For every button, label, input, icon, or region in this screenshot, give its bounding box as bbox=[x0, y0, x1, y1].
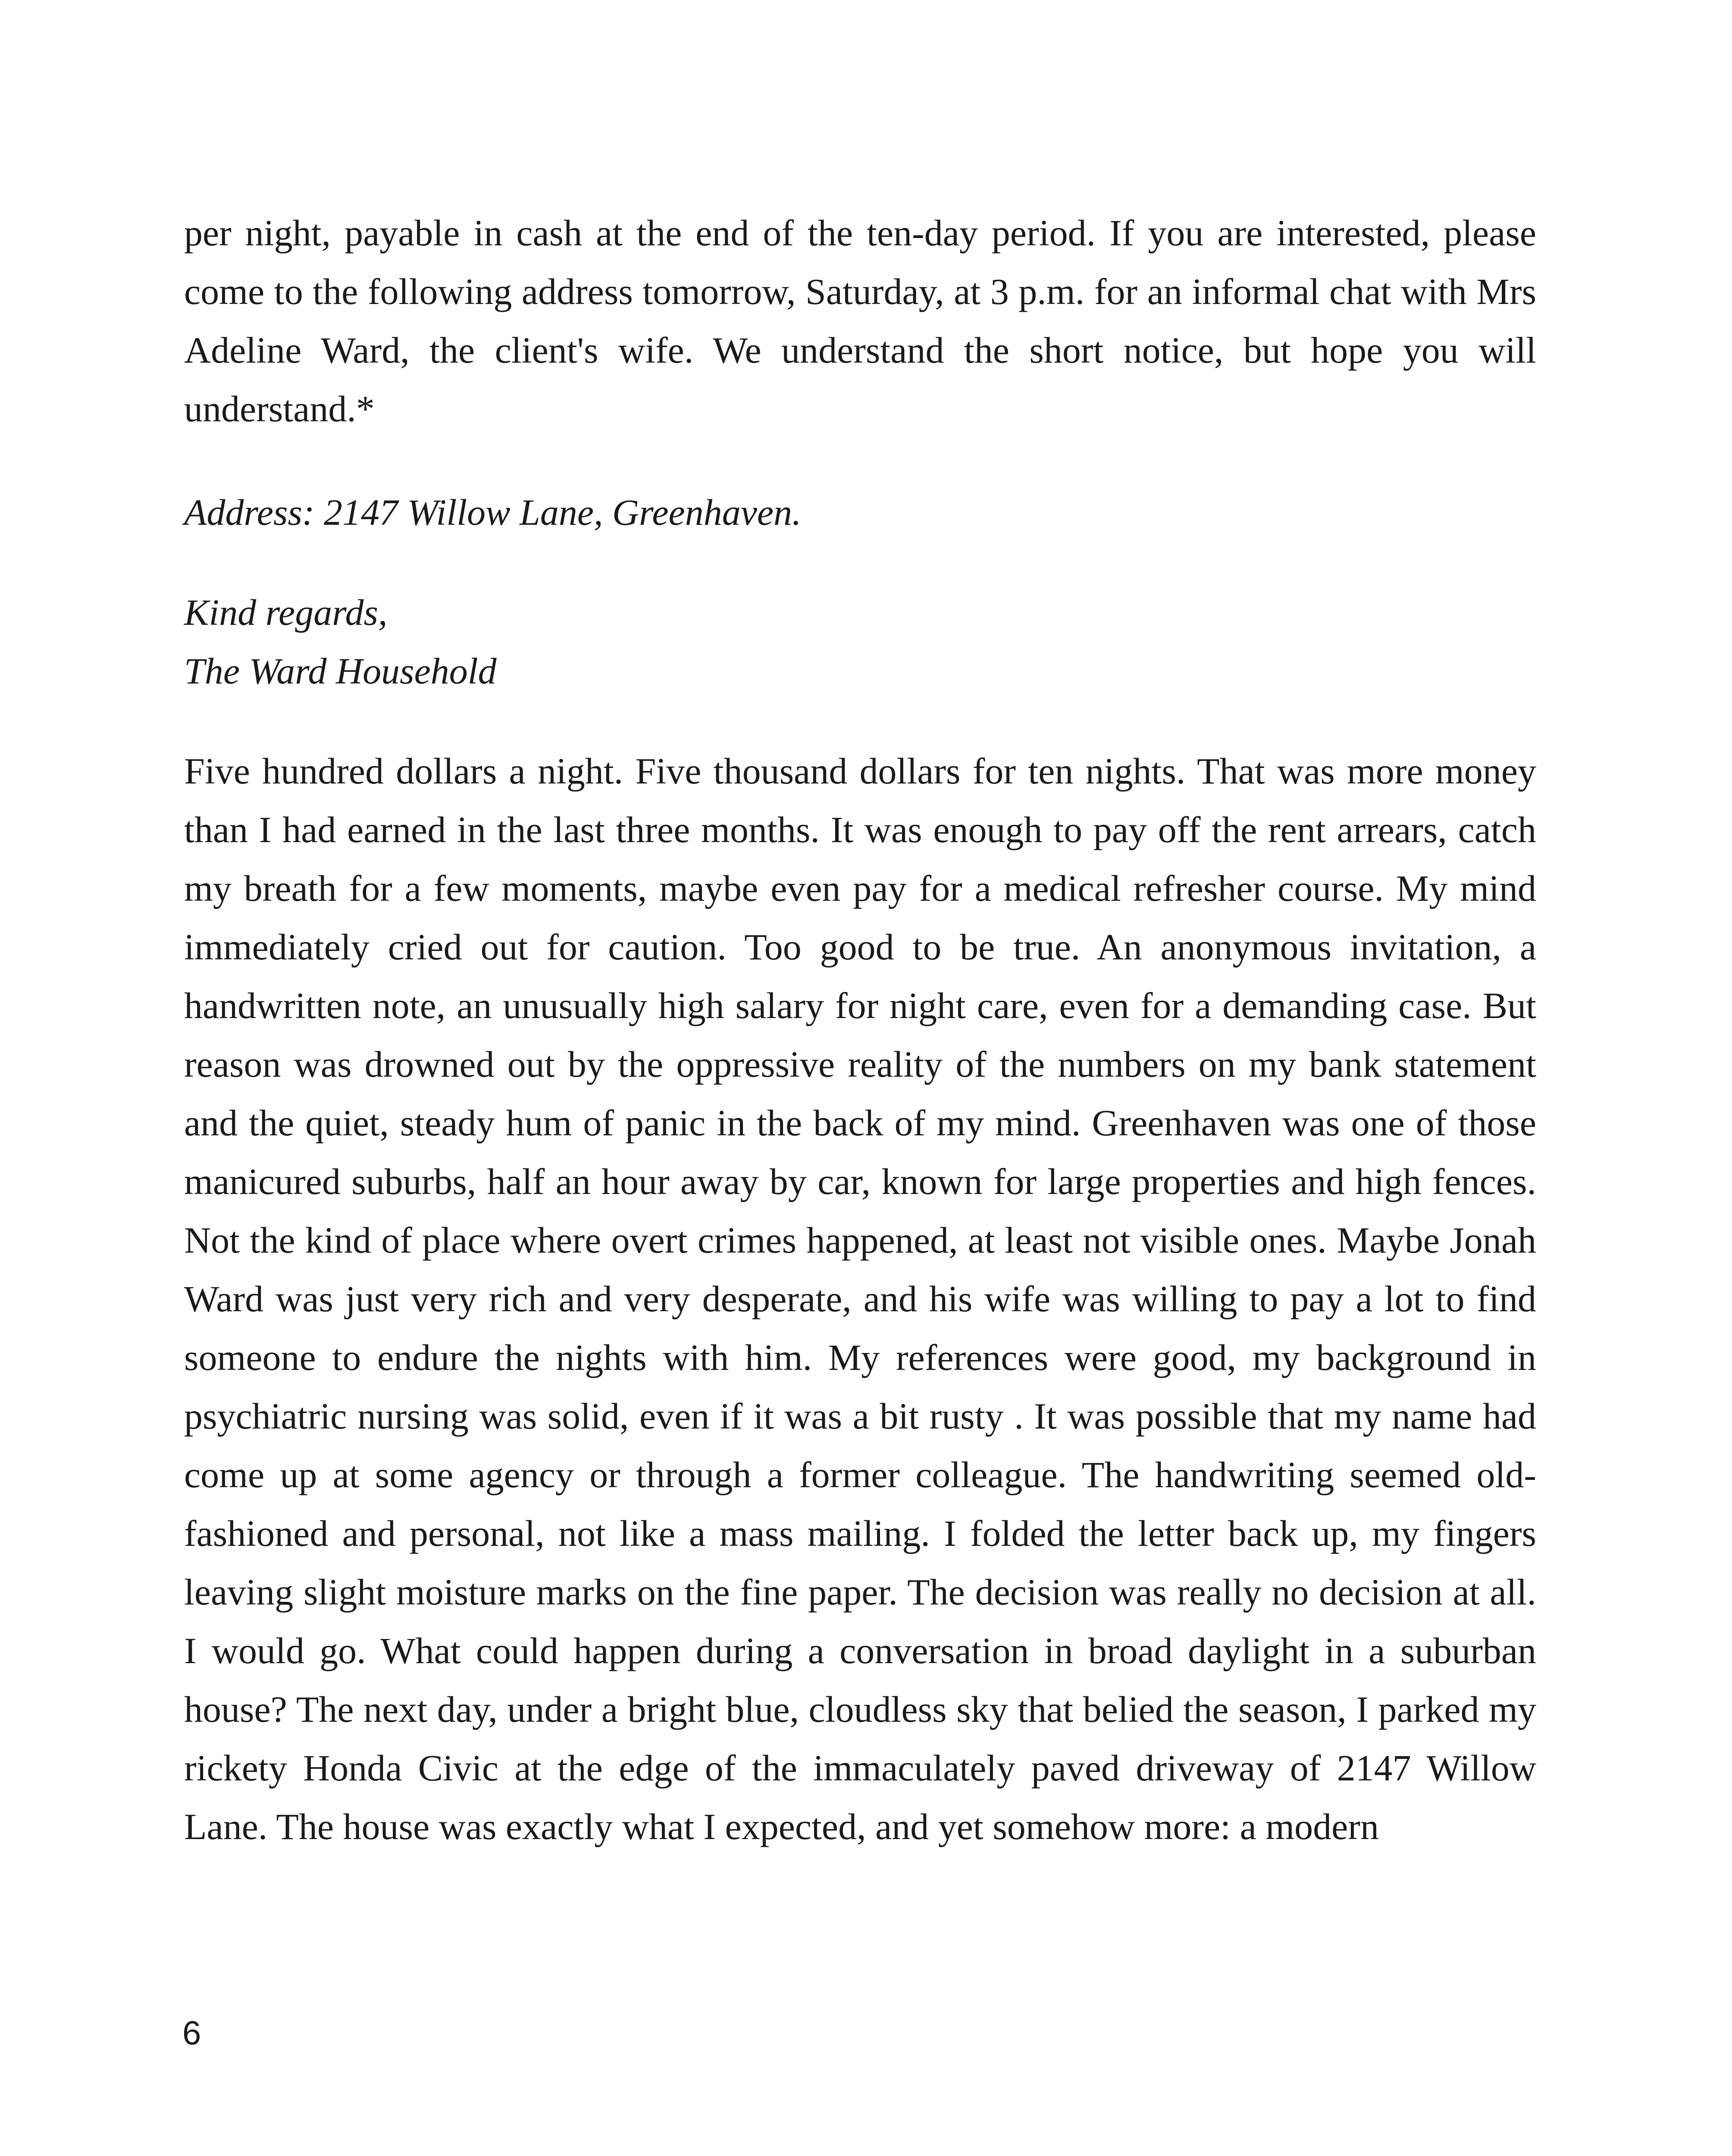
letter-closing-paragraph: per night, payable in cash at the end of the ten-day period. If you are interested, please come to the following address tomorrow, Saturday, at 3 p.m. for an informal chat with Mrs Adeline Ward, the client's wife. We understand the short notice, but hope you will understand.* bbox=[184, 212, 1536, 429]
letter-signature: The Ward Household bbox=[184, 650, 497, 692]
letter-sign-off: Kind regards, bbox=[184, 592, 388, 633]
letter-sign-off-block bbox=[184, 583, 1536, 700]
body-paragraph: Five hundred dollars a night. Five thousand dollars for ten nights. That was more money than I had earned in the last three months. It was enough to pay off the rent arrears, catch my breath for a few moments, maybe even pay for a medical refresher course. My mind immediately cried out for caution. Too good to be true. An anonymous invitation, a handwritten note, an unusually high salary for night care, even for a demanding case. But reason was drowned out by the oppressive reality of the numbers on my bank statement and the quiet, steady hum of panic in the back of my mind. Greenhaven was one of those manicured suburbs, half an hour away by car, known for large properties and high fences. Not the kind of place where overt crimes happened, at least not visible ones. Maybe Jonah Ward was just very rich and very desperate, and his wife was willing to pay a lot to find someone to endure the nights with him. My references were good, my background in psychiatric nursing was solid, even if it was a bit rusty . It was possible that my name had come up at some agency or through a former colleague. The handwriting seemed old-fashioned and personal, not like a mass mailing. I folded the letter back up, my fingers leaving slight moisture marks on the fine paper. The decision was really no decision at all. I would go. What could happen during a conversation in broad daylight in a suburban house? The next day, under a bright blue, cloudless sky that belied the season, I parked my rickety Honda Civic at the edge of the immaculately paved driveway of 2147 Willow Lane. The house was exactly what I expected, and yet somehow more: a modern bbox=[184, 750, 1536, 1847]
letter-address: Address: 2147 Willow Lane, Greenhaven. bbox=[184, 492, 802, 533]
page-number: 6 bbox=[182, 2014, 201, 2052]
